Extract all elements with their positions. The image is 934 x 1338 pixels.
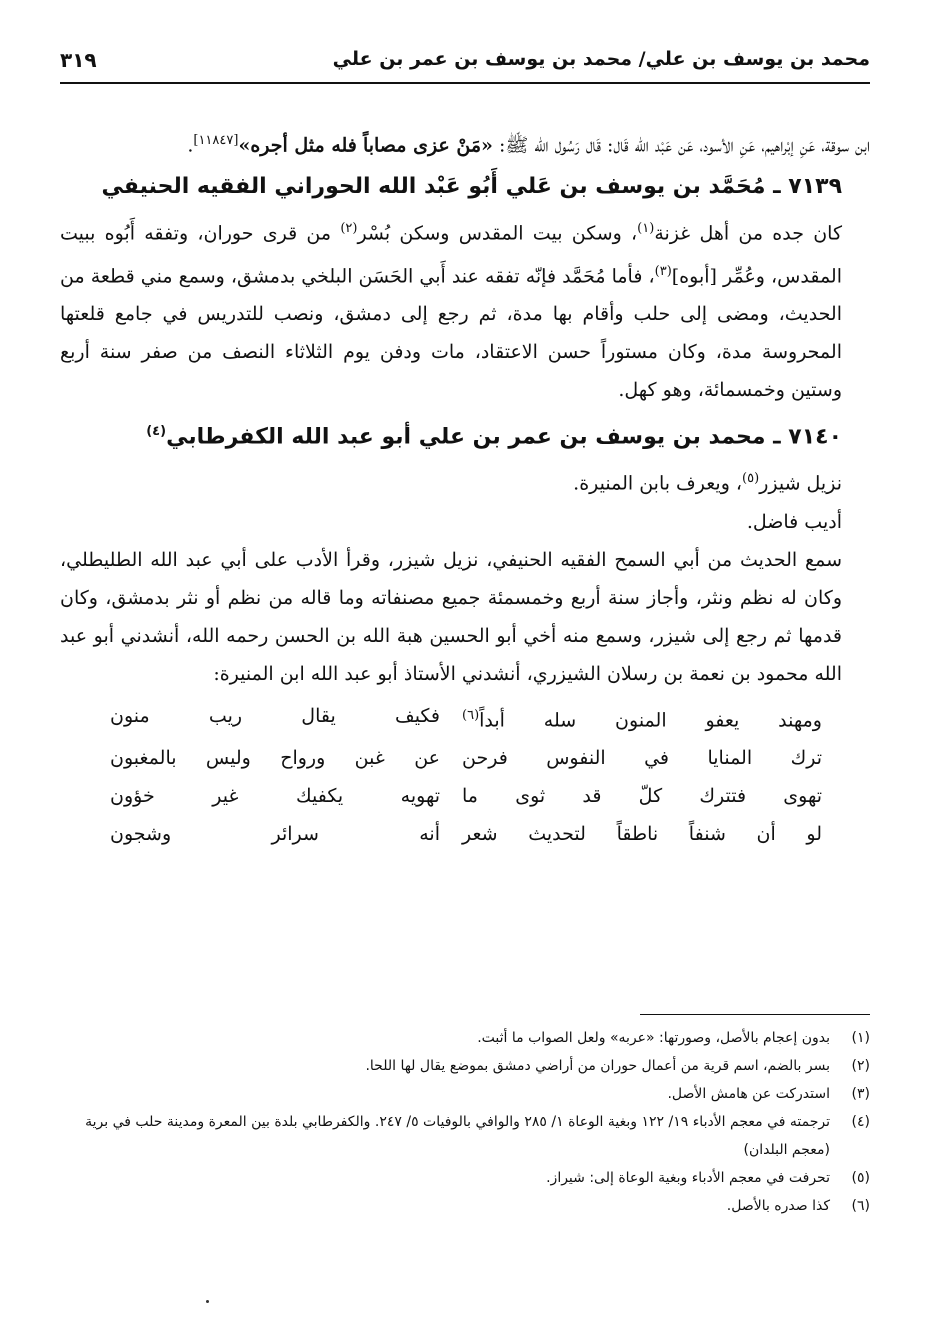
hadith-quote-start: «مَنْ عزى مصاباً <box>362 134 493 157</box>
poem-verse <box>60 815 870 853</box>
entry-text-part: ، وسكن بيت المقدس وسكن بُسْر <box>357 222 638 245</box>
footnote-ref: (٢) <box>340 221 358 237</box>
entry-line-2: أديب فاضل. <box>746 510 842 533</box>
footnote <box>60 1108 870 1164</box>
verse-second-hemistich: فكيف يقال ريب منون <box>110 704 440 727</box>
footnote-text: كذا صدره بالأصل. <box>726 1198 830 1214</box>
footnote-number: (٣) <box>851 1086 870 1102</box>
poem-verse <box>60 697 870 739</box>
verse-second-hemistich: عن غبن ورواح وليس بالمغبون <box>110 746 440 769</box>
sentence-end: . <box>187 134 194 157</box>
entry-text-7139 <box>60 210 870 409</box>
footnote <box>60 1052 870 1080</box>
verse-first-hemistich: تهوى فتترك كلّ قد ثوى ما <box>462 784 822 807</box>
entry-title-text: ٧١٤٠ ـ محمد بن يوسف بن عمر بن علي أبو عبد الله الكفرطابي <box>166 424 842 450</box>
footnote-text: استدركت عن هامش الأصل. <box>667 1086 830 1102</box>
entry-text-part: نزيل شيزر <box>759 472 842 495</box>
footnote-ref: (١) <box>637 221 655 237</box>
footnote-text: بسر بالضم، اسم قرية من أعمال حوران من أراضي دمشق بموضع يقال لها اللحا. <box>365 1058 830 1074</box>
footnote <box>60 1192 870 1220</box>
footnote-number: (٦) <box>851 1198 870 1214</box>
page-number: ٣١٩ <box>60 48 97 72</box>
footnote-divider <box>640 1014 870 1015</box>
hemistich-text: ومهند يعفو المنون سله أبداً <box>479 708 822 731</box>
footnotes <box>60 1024 870 1220</box>
entry-text-part: من قرى حوران، وتفقه أَبُوه ببيت المقدس، وعُمِّر [أبوه] <box>60 222 843 287</box>
hadith-continuation <box>60 122 870 164</box>
hadith-reference-number: [١١٨٤٧] <box>193 133 239 148</box>
poem-verse <box>60 739 870 777</box>
poem <box>60 697 870 853</box>
footnote-text: تحرفت في معجم الأدباء وبغية الوعاة إلى: شيراز. <box>546 1170 830 1186</box>
verse-first-hemistich: ترك المنايا في النفوس فرحن <box>462 746 822 769</box>
footnote-number: (١) <box>851 1030 870 1046</box>
entry-text-part: كان جده من أهل غزنة <box>654 222 842 245</box>
verse-second-hemistich: تهويه يكفيك غير خؤون <box>110 784 440 807</box>
verse-second-hemistich: أنه سرائر وشجون <box>110 822 440 845</box>
entry-text-part: ، ويعرف بابن المنيرة. <box>573 472 743 495</box>
entry-title-7139: ٧١٣٩ ـ مُحَمَّد بن يوسف بن عَلي أَبُو عَبْد الله الحوراني الفقيه الحنيفي <box>101 174 842 200</box>
footnote <box>60 1024 870 1052</box>
hadith-quote-end: فله مثل أجره» <box>238 134 357 157</box>
footnote-text: بدون إعجام بالأصل، وصورتها: «عربه» ولعل الصواب ما أثبت. <box>477 1030 830 1046</box>
footnote-ref: (٤) <box>146 423 167 439</box>
entry-paragraph-7140: سمع الحديث من أبي السمح الفقيه الحنيفي، نزيل شيزر، وقرأ الأدب على أبي عبد الله الطليطلي، وكان له نظم ونثر، وأجاز سنة أربع وخمسمئة جميع مصنفاته وما قاله من نظم أو نثر بدمشق، وكان قدمها ثم رجع إلى شيزر، وسمع منه أخي أبو الحسين هبة الله بن الحسن رحمه الله، أنشدني أبو عبد الله محمود بن نعمة بن رسلان الشيزري، أنشدني الأستاذ أبو عبد الله ابن المنيرة: <box>60 548 842 685</box>
entry-text-part: ، فأما مُحَمَّد فإنّه تفقه عند أَبي الحَسَن البلخي بدمشق، وسمع مني قطعة من الحديث، ومضى إلى حلب وأقام بها مدة، ثم رجع إلى دمشق، ونصب للتدريس في جامع قلعتها المحروسة مدة، وكان مستوراً حسن الاعتقاد، مات ودفن يوم الثلاثاء النصف من صفر سنة أربع وستين وخمسمائة، وهو كهل. <box>60 264 842 401</box>
footnote-ref: (٥) <box>742 471 760 487</box>
entry-title-7140 <box>60 409 870 460</box>
footnote-text: ترجمته في معجم الأدباء ١٩/ ١٢٢ وبغية الوعاة ١/ ٢٨٥ والوافي بالوفيات ٥/ ٢٤٧. والكفرطابي بلدة بين المعرة ومدينة حلب في برية (معجم البلدان) <box>85 1114 830 1158</box>
verse-first-hemistich <box>462 697 870 739</box>
footnote <box>60 1080 870 1108</box>
main-text <box>60 122 870 853</box>
isnad-text: ابن سوقة، عَنِ إبْراهيم، عَنِ الأسود، عَن عَبْد الله قَال: قَال رَسُول الله ﷺ: <box>492 134 870 157</box>
running-head: محمد بن يوسف بن علي/ محمد بن يوسف بن عمر بن علي <box>332 48 870 70</box>
entry-line-1 <box>60 460 870 502</box>
footnote-ref: (٣) <box>654 263 672 279</box>
page-header <box>60 42 870 84</box>
footnote <box>60 1164 870 1192</box>
footnote-number: (٤) <box>851 1114 870 1130</box>
footnote-ref: (٦) <box>462 707 480 723</box>
footnote-number: (٢) <box>851 1058 870 1074</box>
poem-verse <box>60 777 870 815</box>
verse-first-hemistich: لو أن شنفاً ناطقاً لتحديث شعر <box>462 822 822 845</box>
scan-speck <box>206 1300 209 1303</box>
footnote-number: (٥) <box>851 1170 870 1186</box>
